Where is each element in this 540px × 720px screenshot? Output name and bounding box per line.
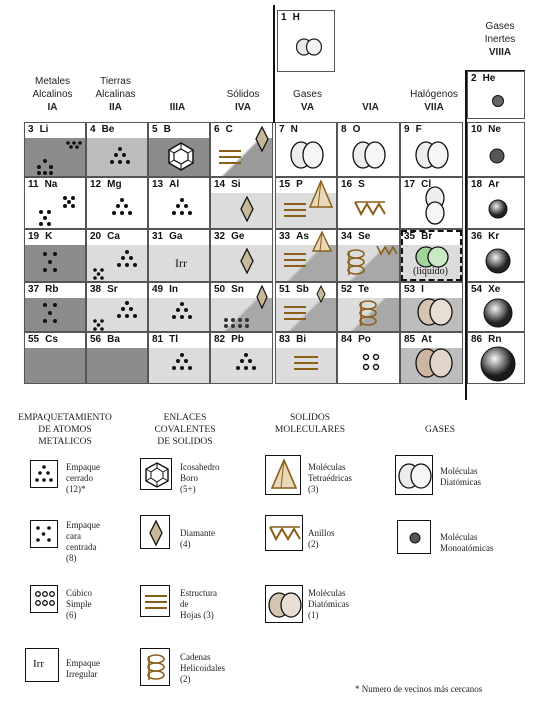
element-cell-ne: 10 Ne <box>467 122 525 177</box>
close-packed-dots-icon <box>109 196 135 222</box>
tetrahedral-molecule-icon <box>308 180 334 210</box>
legend-helix-text: Cadenas Helicoidales (2) <box>180 652 225 684</box>
element-cell-ar: 18 Ar <box>467 177 525 229</box>
legend-monoatomic-box <box>397 520 431 554</box>
element-cell-ga: 31 Ga Irr <box>148 229 210 282</box>
diatomic-molecule-icon <box>352 140 386 170</box>
legend-rings-text: Anillos (2) <box>308 528 335 549</box>
diamond-icon <box>316 285 326 303</box>
monoatomic-atom-icon <box>408 531 422 545</box>
element-cell-p: 15 P <box>275 177 337 229</box>
close-packed-dots-icon <box>169 300 195 326</box>
legend-title-gases: GASES <box>424 425 456 435</box>
simple-cubic-dots-icon <box>362 353 380 371</box>
element-cell-i: 53 I <box>400 282 463 332</box>
legend-diamond-text: Diamante (4) <box>180 528 215 549</box>
simple-cubic-dots-icon <box>34 590 56 608</box>
monoatomic-atom-icon <box>491 94 505 108</box>
helical-chain-icon <box>358 299 378 329</box>
monoatomic-atom-icon <box>487 198 509 220</box>
element-cell-al: 13 Al <box>148 177 210 229</box>
element-cell-ba: 56 Ba <box>86 332 148 384</box>
legend-monoatomic-text: Moléculas Monoatómicas <box>440 532 494 553</box>
element-cell-rb: 37 Rb <box>24 282 86 332</box>
element-cell-n: 7 N <box>275 122 337 177</box>
header-iiia: IIIA <box>169 102 186 113</box>
diamond-icon <box>255 126 269 152</box>
body-centered-dots-icon <box>35 194 79 228</box>
element-cell-bi: 83 Bi <box>275 332 337 384</box>
element-cell-sr: 38 Sr <box>86 282 148 332</box>
legend-sheets-box <box>140 585 170 617</box>
element-cell-br: 35 Br (liquido) <box>400 229 463 282</box>
legend-title-metallic: EMPAQUETAMIENTO DE ATOMOS METALICOS <box>18 413 112 447</box>
layer-sheets-icon <box>219 149 241 165</box>
element-cell-po: 84 Po <box>337 332 400 384</box>
header-via: VIA <box>362 102 379 113</box>
close-packed-dots-icon <box>169 351 195 377</box>
element-cell-pb: 82 Pb <box>210 332 273 384</box>
diatomic-molecule-icon <box>425 186 445 226</box>
close-packed-dots-icon <box>169 196 195 222</box>
legend-diamond-box <box>140 515 170 549</box>
layer-sheets-icon <box>294 355 318 371</box>
element-cell-kr: 36 Kr <box>467 229 525 282</box>
legend-icosahedron-box <box>140 458 172 490</box>
close-packed-dots-icon <box>233 351 259 377</box>
legend-footnote: * Numero de vecinos más cercanos <box>355 684 483 694</box>
element-cell-sn: 50 Sn <box>210 282 273 332</box>
legend-close-packed-box <box>30 460 58 488</box>
header-metales-alcalinos: Metales Alcalinos IA <box>32 76 73 113</box>
element-cell-ca: 20 Ca <box>86 229 148 282</box>
close-packed-dots-icon <box>34 464 54 484</box>
element-cell-sb: 51 Sb <box>275 282 337 332</box>
element-cell-in: 49 In <box>148 282 210 332</box>
diamond-icon <box>240 248 254 274</box>
close-packed-dots-icon <box>91 248 143 280</box>
monoatomic-atom-icon <box>479 345 517 383</box>
legend-diatomic-gas-box <box>395 455 433 495</box>
ring-molecule-icon <box>269 524 301 542</box>
helical-chain-icon <box>146 653 166 683</box>
header-solidos: Sólidos IVA <box>226 89 260 113</box>
close-packed-dots-icon <box>33 141 85 175</box>
legend-close-packed-text: Empaque cerrado (12)* <box>66 462 100 494</box>
diatomic-molecule-icon <box>415 140 449 170</box>
element-cell-cs: 55 Cs <box>24 332 86 384</box>
element-cell-c: 6 C <box>210 122 273 177</box>
diamond-icon <box>240 196 254 222</box>
element-cell-o: 8 O <box>337 122 400 177</box>
irregular-label: Irr <box>33 658 44 670</box>
header-tierras-alcalinas: Tierras Alcalinas IIA <box>95 76 136 113</box>
layer-sheets-icon <box>145 594 167 610</box>
element-cell-li: 3 Li <box>24 122 86 177</box>
element-cell-at: 85 At <box>400 332 463 384</box>
diamond-icon <box>149 520 163 546</box>
helical-chain-icon <box>346 248 366 278</box>
icosahedron-icon <box>167 141 195 171</box>
legend-irregular-box <box>25 648 59 682</box>
body-centered-dots-icon <box>41 301 61 327</box>
monoatomic-atom-icon <box>482 297 514 329</box>
diatomic-molecule-icon <box>268 591 302 619</box>
ring-molecule-icon <box>376 244 398 256</box>
element-cell-s: 16 S <box>337 177 400 229</box>
layer-sheets-icon <box>284 202 306 218</box>
element-cell-se: 34 Se <box>337 229 400 282</box>
tetrahedral-molecule-icon <box>312 231 332 253</box>
diatomic-molecule-icon <box>398 462 432 490</box>
legend-tetrahedral-box <box>265 455 301 495</box>
diatomic-molecule-icon <box>415 347 453 379</box>
element-cell-mg: 12 Mg <box>86 177 148 229</box>
icosahedron-icon <box>144 461 170 489</box>
cubic-dots-icon <box>223 317 253 329</box>
layer-sheets-icon <box>284 305 306 321</box>
tetrahedral-molecule-icon <box>270 459 298 491</box>
element-cell-si: 14 Si <box>210 177 273 229</box>
diatomic-molecule-icon <box>290 140 324 170</box>
legend-bcc-box <box>30 520 58 548</box>
diatomic-molecule-icon <box>296 37 322 57</box>
element-cell-xe: 54 Xe <box>467 282 525 332</box>
layer-sheets-icon <box>284 252 306 268</box>
diamond-icon <box>256 285 268 309</box>
irregular-packing-label: Irr <box>175 256 187 270</box>
element-cell-cl: 17 Cl <box>400 177 463 229</box>
legend-diatomic-gas-text: Moléculas Diatómicas <box>440 466 481 487</box>
close-packed-dots-icon <box>107 145 133 171</box>
legend-rings-box <box>265 515 303 551</box>
legend-bcc-text: Empaque cara centrada (8) <box>66 520 100 563</box>
legend-helix-box <box>140 648 170 686</box>
legend-diatomic-solid-text: Moléculas Diatómicas (1) <box>308 588 349 620</box>
legend-tetrahedral-text: Moléculas Tetraédricas (3) <box>308 462 352 494</box>
element-cell-k: 19 K <box>24 229 86 282</box>
legend-irregular-text: Empaque Irregular <box>66 658 100 679</box>
legend-title-molecular: SOLIDOS MOLECULARES <box>274 413 346 435</box>
element-cell-h: 1 H <box>277 10 335 72</box>
legend-title-covalent: ENLACES COVALENTES DE SOLIDOS <box>154 413 216 447</box>
legend-sheets-text: Estructura de Hojas (3) <box>180 588 217 620</box>
diatomic-molecule-icon <box>417 297 453 327</box>
element-cell-na: 11 Na <box>24 177 86 229</box>
header-halogenos: Halógenos VIIA <box>410 89 458 113</box>
ring-molecule-icon <box>354 198 386 218</box>
element-cell-tl: 81 Tl <box>148 332 210 384</box>
body-centered-dots-icon <box>35 525 53 543</box>
element-cell-he: 2 He <box>467 71 525 119</box>
monoatomic-atom-icon <box>488 147 506 165</box>
legend-diatomic-solid-box <box>265 585 303 623</box>
element-cell-b: 5 B <box>148 122 210 177</box>
monoatomic-atom-icon <box>484 247 512 275</box>
divider-vertical-h <box>273 5 275 123</box>
element-cell-te: 52 Te <box>337 282 400 332</box>
element-cell-ge: 32 Ge <box>210 229 273 282</box>
element-cell-f: 9 F <box>400 122 463 177</box>
body-centered-dots-icon <box>41 250 61 276</box>
close-packed-dots-icon <box>91 299 143 331</box>
legend-simple-cubic-box <box>30 585 58 613</box>
element-cell-be: 4 Be <box>86 122 148 177</box>
element-cell-as: 33 As <box>275 229 337 282</box>
header-gases-inertes: Gases Inertes VIIIA <box>484 21 516 58</box>
liquid-note: (liquido) <box>413 266 448 277</box>
legend-simple-cubic-text: Cúbico Simple (6) <box>66 588 92 620</box>
element-cell-rn: 86 Rn <box>467 332 525 384</box>
header-gases: Gases VA <box>293 89 322 113</box>
legend-icosahedron-text: Icosahedro Boro (5+) <box>180 462 220 494</box>
